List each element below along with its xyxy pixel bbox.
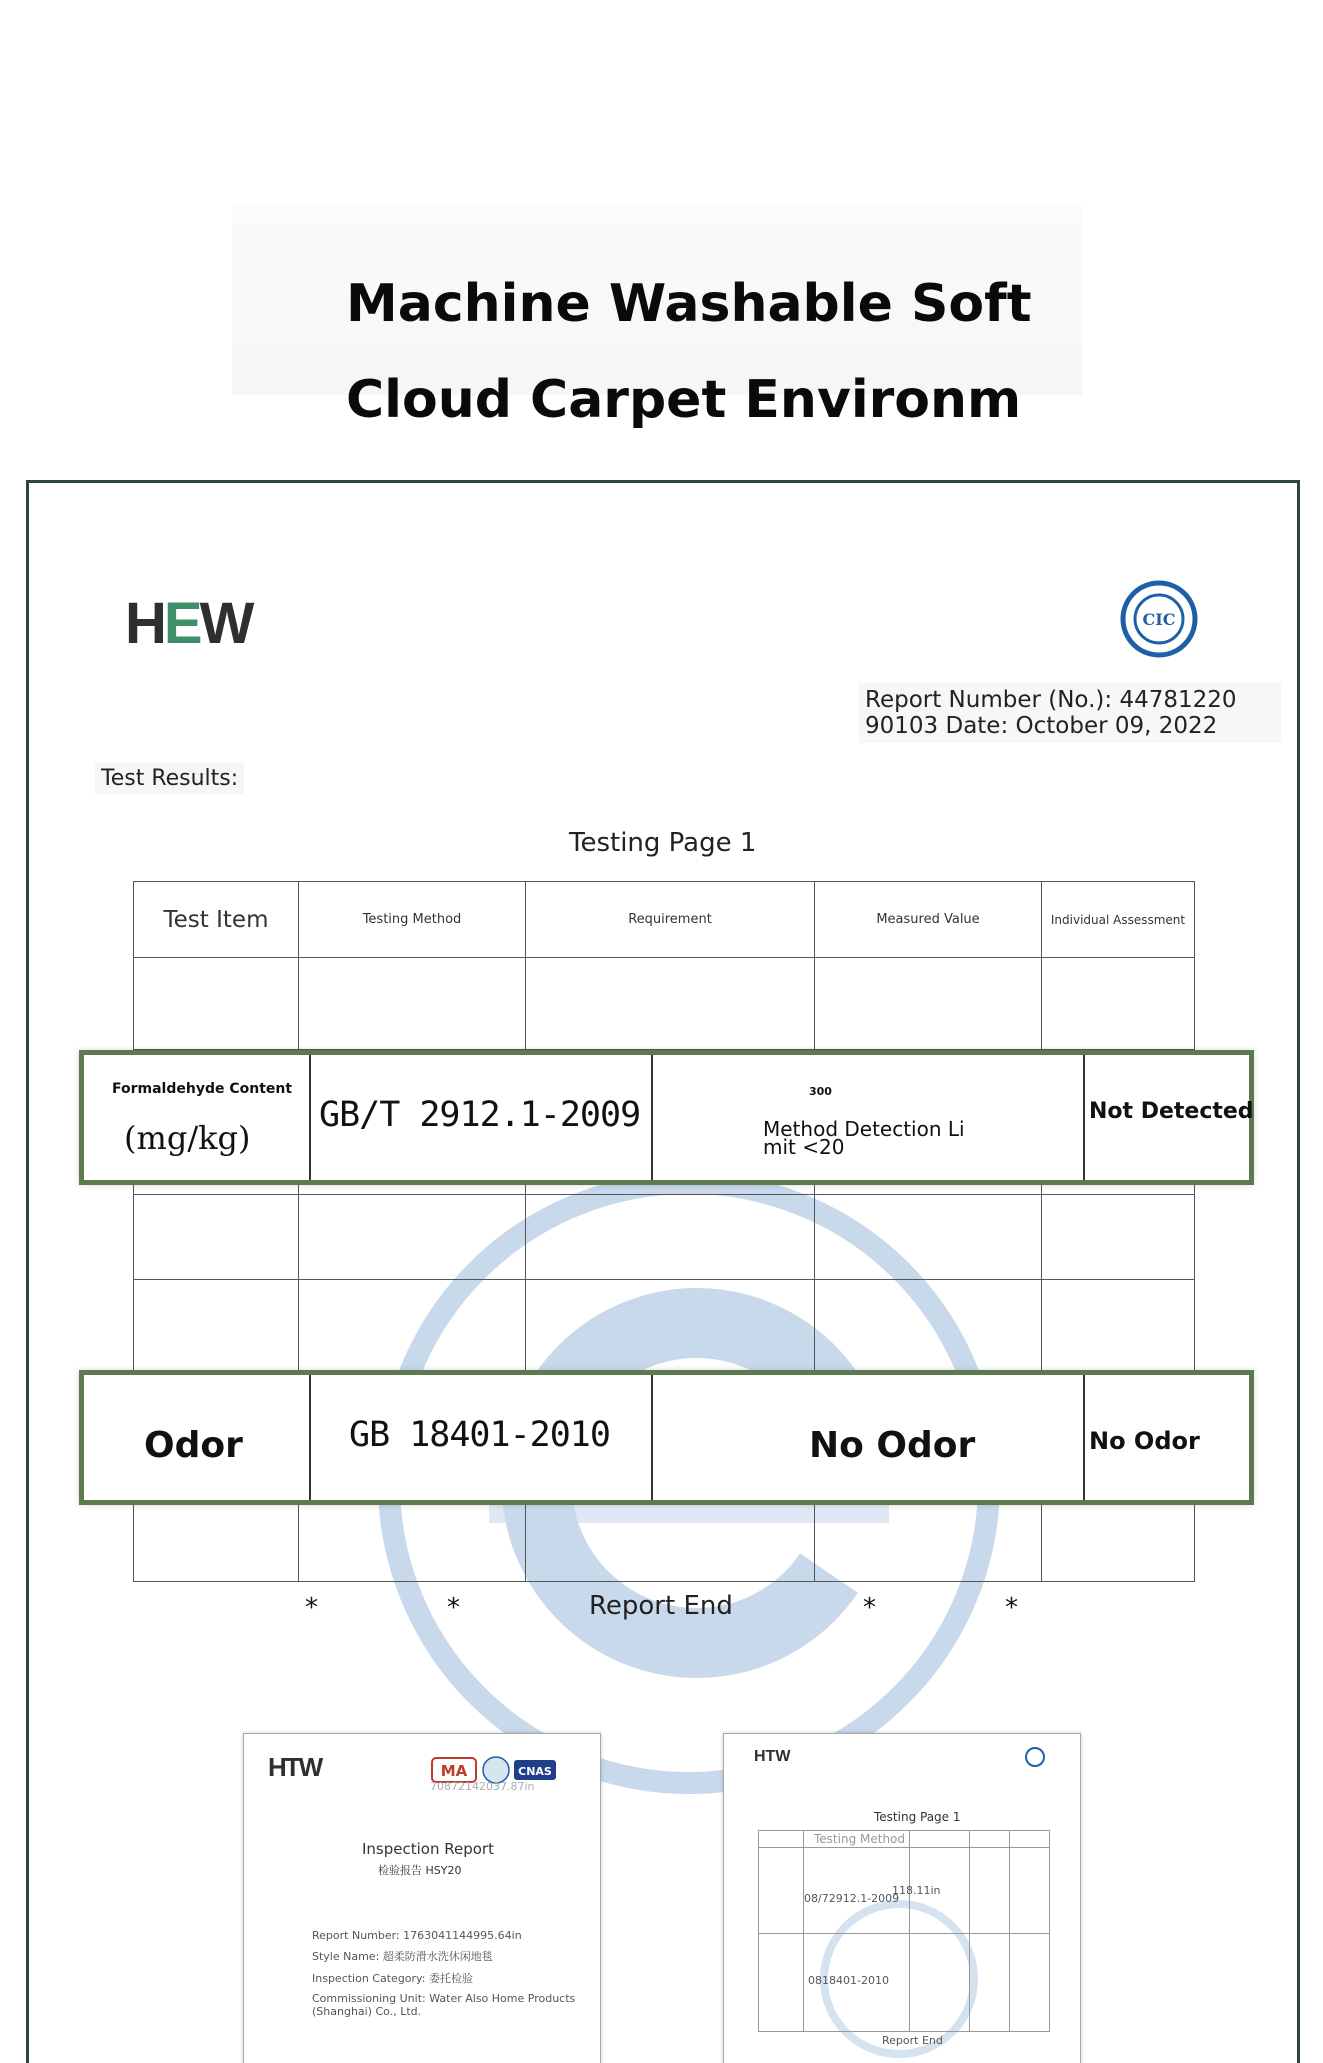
odor-row [79,1370,1254,1505]
table-row [134,1500,1195,1582]
formaldehyde-item-label: Formaldehyde Content [112,1081,293,1097]
report-number [859,683,1281,743]
cic-logo-icon [1119,579,1199,659]
thumb2-testing-page: Testing Page 1 [874,1810,961,1824]
thumb-fields [312,1929,592,2018]
badge-code: 70872142037.87in [430,1780,535,1793]
formaldehyde-requirement-cell [653,1055,1085,1180]
formaldehyde-measured: Method Detection Li mit <20 [763,1117,965,1159]
thumb-htw-logo: HTW [268,1752,322,1782]
odor-requirement: No Odor [809,1425,976,1466]
formaldehyde-assessment: Not Detected [1089,1099,1254,1124]
asterisk-4: * [1005,1593,1018,1623]
thumb-field-3: Inspection Category: 委托检验 [312,1972,473,1985]
odor-assessment: No Odor [1089,1427,1200,1455]
testing-page-thumbnail [723,1733,1081,2063]
thumb2-htw-logo: HTW [754,1748,791,1765]
thumb2-col-line [909,1831,910,2031]
thumb2-col-line [803,1831,804,2031]
htw-logo: HEW [125,591,252,656]
thumb2-col-line [969,1831,970,2031]
thumb2-cic-icon [1024,1746,1046,1768]
thumb2-row1-value: 118.11in [892,1884,941,1897]
thumb2-header-method: Testing Method [814,1832,906,1846]
svg-text:CIC: CIC [1142,610,1176,629]
table-header-row [134,882,1195,958]
formaldehyde-method: GB/T 2912.1-2009 [319,1095,641,1135]
inspection-report-thumbnail [243,1733,601,2063]
test-results-label: Test Results: [95,763,244,794]
header-requirement: Requirement [526,882,815,958]
thumb-field-4: Commissioning Unit: Water Also Home Products (Shanghai) Co., Ltd. [312,1992,576,2018]
thumb-report-subtitle: 检验报告 HSY20 [378,1864,462,1877]
odor-item-cell [84,1375,311,1500]
thumb2-report-end: Report End [882,2034,943,2047]
header-measured-value: Measured Value [815,882,1042,958]
odor-method-cell [311,1375,653,1500]
header-individual-assessment: Individual Assessment [1042,882,1195,958]
svg-text:MA: MA [440,1762,468,1780]
report-number-line-1: Report Number (No.): 44781220 [865,687,1237,713]
table-row [134,1195,1195,1280]
testing-page-label: Testing Page 1 [569,828,757,858]
asterisk-1: * [305,1593,318,1623]
title-line-1: Machine Washable Soft [346,274,1032,334]
thumb2-row1-method: 08/72912.1-2009 [804,1892,900,1905]
asterisk-3: * [863,1593,876,1623]
thumb-report-title: Inspection Report [362,1840,494,1858]
title-line-2: Cloud Carpet Environm [346,370,1022,430]
report-end: Report End [589,1591,733,1621]
table-row [134,1280,1195,1382]
certificate-frame [26,480,1300,2063]
thumb2-col-line [1009,1831,1010,2031]
odor-method: GB 18401-2010 [349,1415,610,1455]
formaldehyde-unit: (mg/kg) [124,1119,251,1157]
header-testing-method: Testing Method [299,882,526,958]
formaldehyde-assessment-cell [1085,1055,1254,1180]
formaldehyde-method-cell [311,1055,653,1180]
thumb-field-2: Style Name: 超柔防滑水洗休闲地毯 [312,1950,493,1963]
thumb-field-1: Report Number: 1763041144995.64in [312,1929,522,1942]
odor-assessment-cell [1085,1375,1249,1500]
odor-item-label: Odor [144,1425,243,1466]
odor-requirement-cell [653,1375,1085,1500]
thumb2-table [758,1830,1050,2032]
svg-text:CNAS: CNAS [518,1765,552,1778]
header-test-item: Test Item [134,882,299,958]
table-row [134,958,1195,1050]
formaldehyde-item-cell [84,1055,311,1180]
formaldehyde-row [79,1050,1254,1185]
asterisk-2: * [447,1593,460,1623]
formaldehyde-requirement: 300 [809,1085,832,1098]
report-number-line-2: 90103 Date: October 09, 2022 [865,713,1218,739]
thumb2-row2-method: 0818401-2010 [808,1974,889,1987]
